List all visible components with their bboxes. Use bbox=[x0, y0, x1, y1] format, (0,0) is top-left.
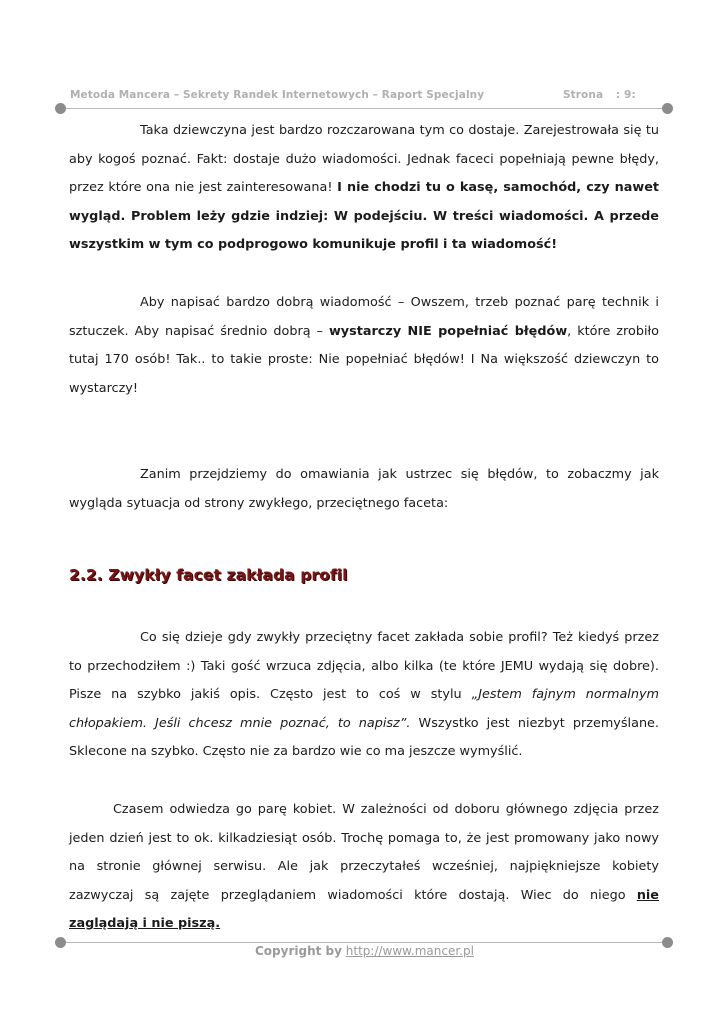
paragraph-2-text-b: , które zrobiło tutaj 170 osób! Tak.. to takie proste: Nie popełniać błędów! I Na większość dziewczyn to wystarczy! bbox=[69, 323, 659, 396]
paragraph-3-text: Zanim przejdziemy do omawiania jak ustrzec się błędów, to zobaczmy jak wygląda sytuacja od strony zwykłego, przeciętnego faceta: bbox=[69, 467, 659, 511]
paragraph-5-bold: nie zaglądają i nie piszą. bbox=[69, 887, 659, 932]
paragraph-1-text: Taka dziewczyna jest bardzo rozczarowana tym co dostaje. Zarejestrowała się tu aby kogoś poznać. Fakt: dostaje dużo wiadomości. Jednak faceci popełniają pewne błędy, przez które ona nie jest zainteresowana! bbox=[69, 123, 659, 196]
paragraph-5-text: Czasem odwiedza go parę kobiet. W zależności od doboru głównego zdjęcia przez jeden dzień jest to ok. kilkadziesiąt osób. Trochę pomaga to, że jest promowany jako nowy na stronie głównej serwisu. Ale jak przeczytałeś wcześniej, najpiękniejsze kobiety zazwyczaj są zajęte przeglądaniem wiadomości które dostają. Wiec do niego bbox=[69, 801, 659, 903]
header-rule-right-dot bbox=[662, 103, 673, 114]
paragraph-2-text-a: Aby napisać bardzo dobrą wiadomość – Owszem, trzeb poznać parę technik i sztuczek. Aby napisać średnio dobrą – bbox=[69, 294, 659, 339]
header-page-label: Strona bbox=[563, 89, 604, 101]
footer-link[interactable]: http://www.mancer.pl bbox=[345, 944, 474, 958]
footer-rule bbox=[66, 942, 664, 943]
header-page-number: : 9: bbox=[616, 89, 636, 101]
paragraph-4 bbox=[69, 624, 659, 767]
paragraph-4-text-a: Co się dzieje gdy zwykły przeciętny facet zakłada sobie profil? Też kiedyś przez to przechodziłem :) Taki gość wrzuca zdjęcia, albo kilka (te które JEMU wydają się dobre). Pisze na szybko jakiś opis. Często jest to coś w stylu bbox=[69, 630, 659, 703]
paragraph-2 bbox=[69, 289, 659, 403]
footer-rule-right-dot bbox=[662, 937, 673, 948]
paragraph-1 bbox=[69, 117, 659, 260]
content bbox=[69, 117, 659, 519]
footer-copyright bbox=[255, 944, 474, 958]
section-heading: 2.2. Zwykły facet zakłada profil bbox=[69, 566, 348, 584]
paragraph-2-bold: wystarczy NIE popełniać błędów bbox=[328, 323, 568, 339]
paragraph-4-text-b: Wszystko jest niezbyt przemyślane. Sklecone na szybko. Często nie za bardzo wie co ma jeszcze wymyślić. bbox=[69, 715, 659, 760]
paragraph-4-quote: „Jestem fajnym normalnym chłopakiem. Jeśli chcesz mnie poznać, to napisz”. bbox=[69, 687, 659, 731]
header-rule bbox=[66, 108, 664, 109]
header-title: Metoda Mancera – Sekrety Randek Internetowych – Raport Specjalny bbox=[70, 89, 485, 101]
paragraph-1-bold: I nie chodzi tu o kasę, samochód, czy nawet wygląd. Problem leży gdzie indziej: W podejściu. W treści wiadomości. A przede wszystkim w tym co podprogowo komunikuje profil i ta wiadomość! bbox=[69, 180, 659, 253]
paragraph-3 bbox=[69, 461, 659, 518]
header-rule-left-dot bbox=[55, 103, 66, 114]
footer-copyright-label: Copyright by bbox=[255, 944, 342, 958]
paragraph-5 bbox=[69, 796, 659, 939]
footer-rule-left-dot bbox=[55, 937, 66, 948]
content-section bbox=[69, 624, 659, 939]
